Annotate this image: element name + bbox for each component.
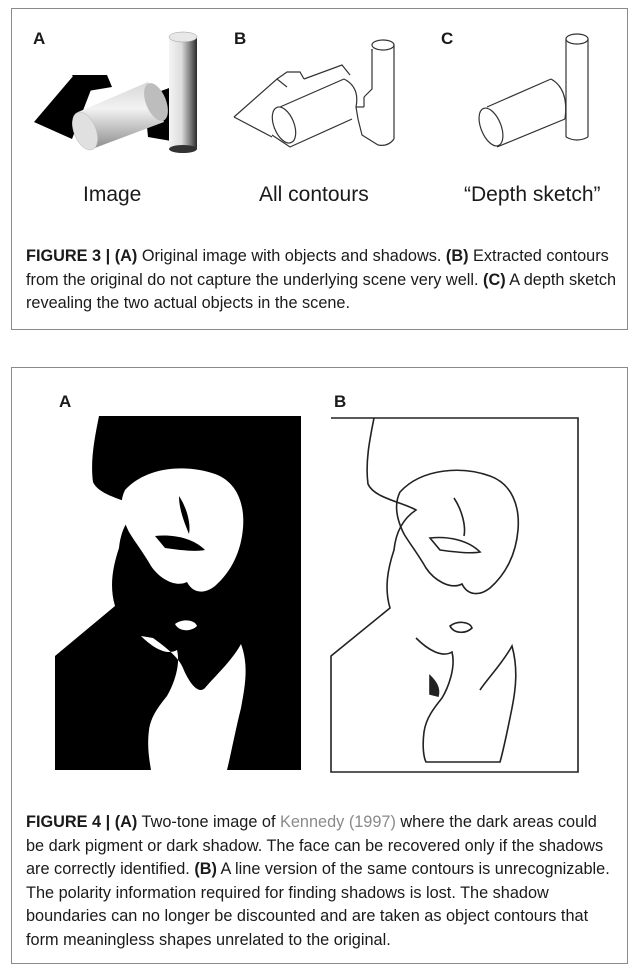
- fig4-caption-a-tag: (A): [114, 813, 138, 831]
- fig4-caption: [26, 811, 618, 952]
- fig3-caption-depth-sketch: “Depth sketch”: [464, 183, 601, 206]
- fig3-caption-lead: FIGURE 3 |: [26, 247, 115, 265]
- fig3-label-a: A: [33, 29, 46, 48]
- fig3-all-contours: [232, 27, 407, 157]
- fig3-caption-b-tag: (B): [445, 247, 469, 265]
- fig3-label-c: C: [441, 29, 454, 48]
- fig4-caption-a-text-1: Two-tone image of: [137, 813, 281, 831]
- fig4-caption-a-text-2: where the dark areas could be dark pigment or dark shadow. The face can be recovered only if the shadows are correctly identified.: [26, 813, 604, 878]
- fig3-label-b: B: [234, 29, 247, 48]
- fig3-depth-sketch: [447, 27, 607, 157]
- fig4-two-tone-image: [55, 416, 301, 770]
- fig4-caption-lead: FIGURE 4 |: [26, 813, 115, 831]
- fig4-line-version: [330, 416, 580, 774]
- fig3-caption-c-tag: (C): [483, 270, 506, 289]
- fig3-caption-c-text: A depth sketch revealing the two actual objects in the scene.: [26, 270, 617, 312]
- fig3-caption-a-tag: (A): [114, 247, 138, 265]
- fig4-label-a: A: [59, 392, 72, 411]
- fig4-caption-b-text: A line version of the same contours is unrecognizable. The polarity information required for finding shadows is lost. The shadow boundaries can no longer be discounted and are taken as object contours that form meaningless shapes unrelated to the original.: [26, 860, 610, 949]
- fig4-citation-link[interactable]: Kennedy (1997): [280, 813, 396, 831]
- fig3-caption-all-contours: All contours: [259, 183, 369, 206]
- fig3-caption-a-text: Original image with objects and shadows.: [137, 247, 446, 265]
- fig3-caption-image: Image: [83, 183, 142, 206]
- fig4-label-b: B: [334, 392, 347, 411]
- figure-3-panel: [11, 8, 628, 330]
- figure-4-panel: [11, 367, 628, 964]
- fig4-caption-b-tag: (B): [194, 860, 217, 878]
- fig3-image-shaded: [32, 27, 202, 157]
- fig3-caption: [26, 245, 618, 316]
- fig3-caption-b-text: Extracted contours from the original do not capture the underlying scene very well.: [26, 247, 609, 289]
